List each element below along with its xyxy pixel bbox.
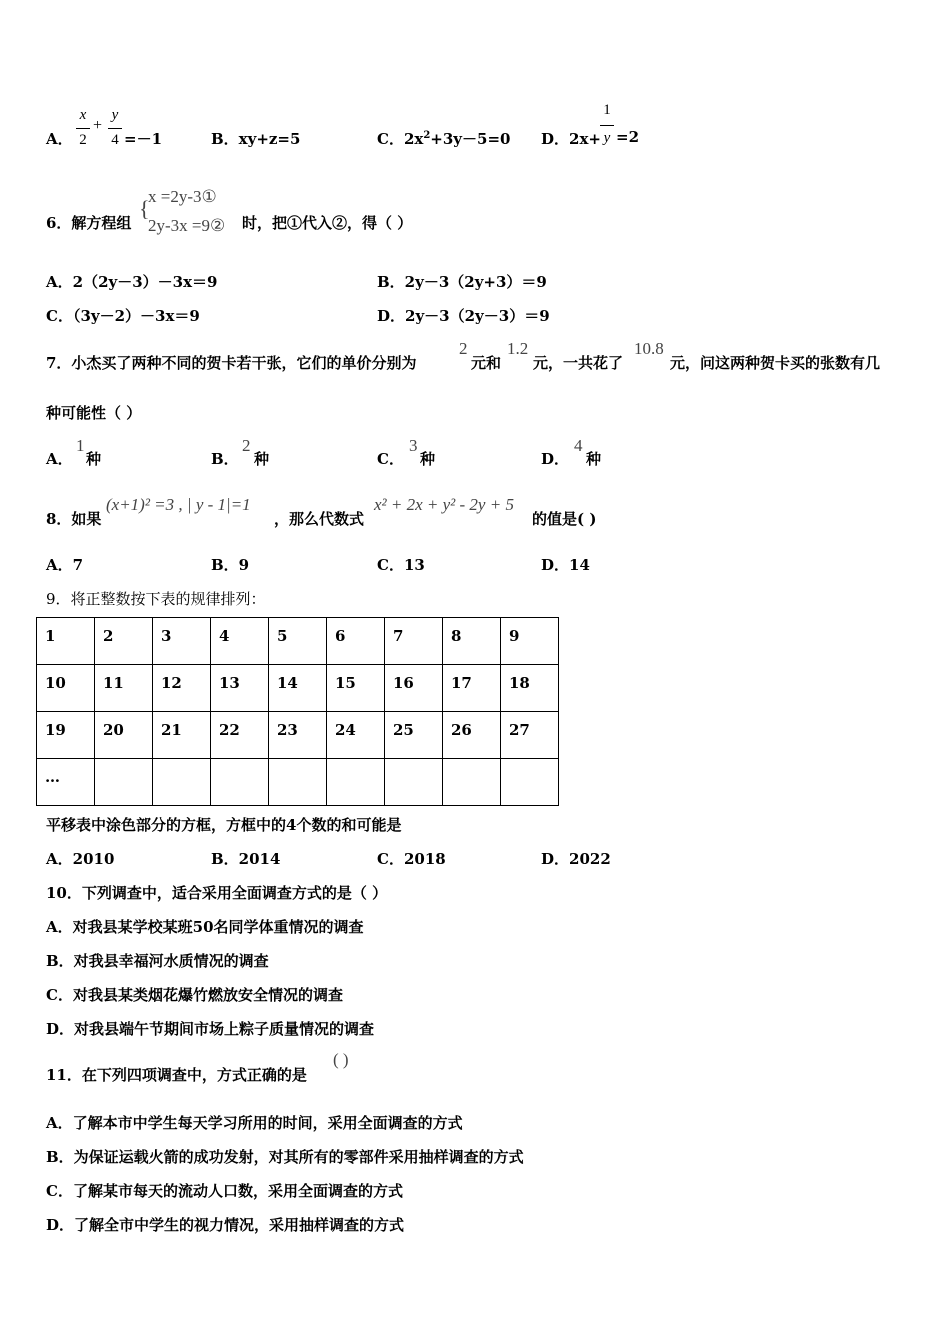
fraction-bar	[108, 128, 122, 129]
table-row	[37, 665, 559, 712]
q9-question: 平移表中涂色部分的方框，方框中的4个数的和可能是	[46, 816, 402, 834]
table-cell: 14	[269, 665, 327, 712]
fraction-bar	[600, 125, 614, 126]
table-cell: …	[37, 759, 95, 806]
q7-option-b-value: 2	[242, 436, 251, 455]
q11-option-b: B．为保证运载火箭的成功发射，对其所有的零部件采用抽样调查的方式	[46, 1148, 524, 1166]
q5-c-tail: +3y－5=0	[430, 130, 511, 148]
table-cell: 16	[385, 665, 443, 712]
q7-option-a-label: A．	[46, 450, 73, 468]
table-row	[37, 618, 559, 665]
brace-icon: {	[139, 196, 150, 221]
q9-option-b: B．2014	[211, 850, 281, 868]
q8-option-a: A．7	[46, 556, 84, 574]
q11-option-a: A．了解本市中学生每天学习所用的时间，采用全面调查的方式	[46, 1114, 463, 1132]
q7-option-c-label: C．	[377, 450, 404, 468]
q7-t3: 元，问这两种贺卡买的张数有几	[670, 354, 881, 372]
q9-option-a: A．2010	[46, 850, 115, 868]
q7-option-a-value: 1	[76, 436, 85, 455]
table-cell: 17	[443, 665, 501, 712]
q11-option-d: D．了解全市中学生的视力情况，采用抽样调查的方式	[46, 1216, 405, 1234]
q7-option-d-unit: 种	[586, 450, 602, 468]
table-cell	[501, 759, 559, 806]
q9-option-c: C．2018	[377, 850, 446, 868]
table-cell: 19	[37, 712, 95, 759]
q6-prefix: 6．解方程组	[46, 214, 132, 232]
q6-option-a: A．2（2y－3）－3x＝9	[46, 273, 218, 291]
q9-option-d: D．2022	[541, 850, 611, 868]
table-cell: 6	[327, 618, 385, 665]
q9-title: 9．将正整数按下表的规律排列：	[46, 590, 266, 608]
table-cell: 7	[385, 618, 443, 665]
q6-eq1: x =2y-3①	[148, 187, 217, 206]
q5-a-frac1-num: x	[79, 107, 87, 123]
q8-option-b: B．9	[211, 556, 250, 574]
q7-option-a-unit: 种	[86, 450, 102, 468]
q5-a-frac2-den: 4	[111, 132, 119, 148]
q10-option-b: B．对我县幸福河水质情况的调查	[46, 952, 269, 970]
table-cell	[211, 759, 269, 806]
q5-a-frac2-num: y	[111, 107, 119, 123]
q7-part1: 7．小杰买了两种不同的贺卡若干张，它们的单价分别为	[46, 354, 417, 372]
q10-title: 10．下列调查中，适合采用全面调查方式的是（ ）	[46, 884, 388, 902]
q8-option-c: C．13	[377, 556, 425, 574]
table-cell: 15	[327, 665, 385, 712]
table-cell: 25	[385, 712, 443, 759]
fraction-bar	[76, 128, 90, 129]
q6-option-d: D．2y－3（2y－3）＝9	[377, 307, 550, 325]
q5-c-label: C．2x	[377, 130, 424, 148]
q11-title: 11．在下列四项调查中，方式正确的是	[46, 1066, 307, 1084]
q5-a-plus: +	[93, 117, 103, 134]
table-cell	[385, 759, 443, 806]
q7-price1: 2	[459, 339, 468, 358]
q5-option-c	[377, 128, 510, 149]
q5-option-a-label: A．	[46, 130, 73, 148]
q7-line2: 种可能性（ ）	[46, 404, 142, 422]
number-table	[36, 617, 559, 806]
q11-option-c: C．了解某市每天的流动人口数，采用全面调查的方式	[46, 1182, 403, 1200]
table-cell: 8	[443, 618, 501, 665]
q6-suffix: 时，把①代入②，得（ ）	[242, 214, 413, 232]
q5-option-b: B．xy+z=5	[211, 130, 301, 148]
table-cell: 20	[95, 712, 153, 759]
table-cell: 4	[211, 618, 269, 665]
table-cell	[153, 759, 211, 806]
q7-total: 10.8	[634, 339, 664, 358]
table-row	[37, 759, 559, 806]
q8-mid: ，那么代数式	[274, 510, 365, 528]
table-cell: 21	[153, 712, 211, 759]
q5-d-frac-den: y	[603, 130, 611, 146]
q8-prefix: 8．如果	[46, 510, 102, 528]
q5-c-sup: 2	[423, 130, 431, 141]
table-cell: 10	[37, 665, 95, 712]
q10-option-a: A．对我县某学校某班50名同学体重情况的调查	[46, 918, 364, 936]
table-cell: 12	[153, 665, 211, 712]
table-cell: 5	[269, 618, 327, 665]
table-cell: 23	[269, 712, 327, 759]
q8-option-d: D．14	[541, 556, 590, 574]
q7-option-c-value: 3	[409, 436, 418, 455]
table-cell: 3	[153, 618, 211, 665]
q5-a-frac1-den: 2	[79, 132, 87, 148]
table-cell: 26	[443, 712, 501, 759]
q7-t1: 元和	[471, 354, 502, 372]
q5-d-frac-num: 1	[603, 102, 611, 118]
q6-eq2: 2y-3x =9②	[148, 216, 226, 235]
q7-option-b-label: B．	[211, 450, 239, 468]
q7-option-d-value: 4	[574, 436, 583, 455]
q11-paren: ( )	[333, 1050, 349, 1069]
q7-option-d-label: D．	[541, 450, 570, 468]
q7-t2: 元，一共花了	[533, 354, 624, 372]
q5-d-tail: =2	[616, 128, 640, 146]
q7-option-b-unit: 种	[254, 450, 270, 468]
q7-price2: 1.2	[507, 339, 529, 358]
q5-option-d-label: D．2x+	[541, 130, 601, 148]
table-cell	[95, 759, 153, 806]
table-cell	[327, 759, 385, 806]
q8-condition: (x+1)² =3 , | y - 1|=1	[106, 495, 251, 514]
table-cell	[443, 759, 501, 806]
table-cell: 18	[501, 665, 559, 712]
q7-option-c-unit: 种	[420, 450, 436, 468]
table-cell: 13	[211, 665, 269, 712]
table-cell	[269, 759, 327, 806]
q8-suffix: 的值是( )	[532, 510, 597, 528]
table-cell: 1	[37, 618, 95, 665]
q6-option-c: C．（3y－2）－3x＝9	[46, 307, 200, 325]
table-row	[37, 712, 559, 759]
table-cell: 27	[501, 712, 559, 759]
table-cell: 2	[95, 618, 153, 665]
q10-option-c: C．对我县某类烟花爆竹燃放安全情况的调查	[46, 986, 343, 1004]
q8-expression: x² + 2x + y² - 2y + 5	[374, 495, 514, 514]
q6-option-b: B．2y－3（2y+3）＝9	[377, 273, 547, 291]
table-cell: 11	[95, 665, 153, 712]
table-cell: 24	[327, 712, 385, 759]
table-cell: 22	[211, 712, 269, 759]
q5-a-tail: =－1	[124, 130, 163, 148]
q10-option-d: D．对我县端午节期间市场上粽子质量情况的调查	[46, 1020, 375, 1038]
table-cell: 9	[501, 618, 559, 665]
